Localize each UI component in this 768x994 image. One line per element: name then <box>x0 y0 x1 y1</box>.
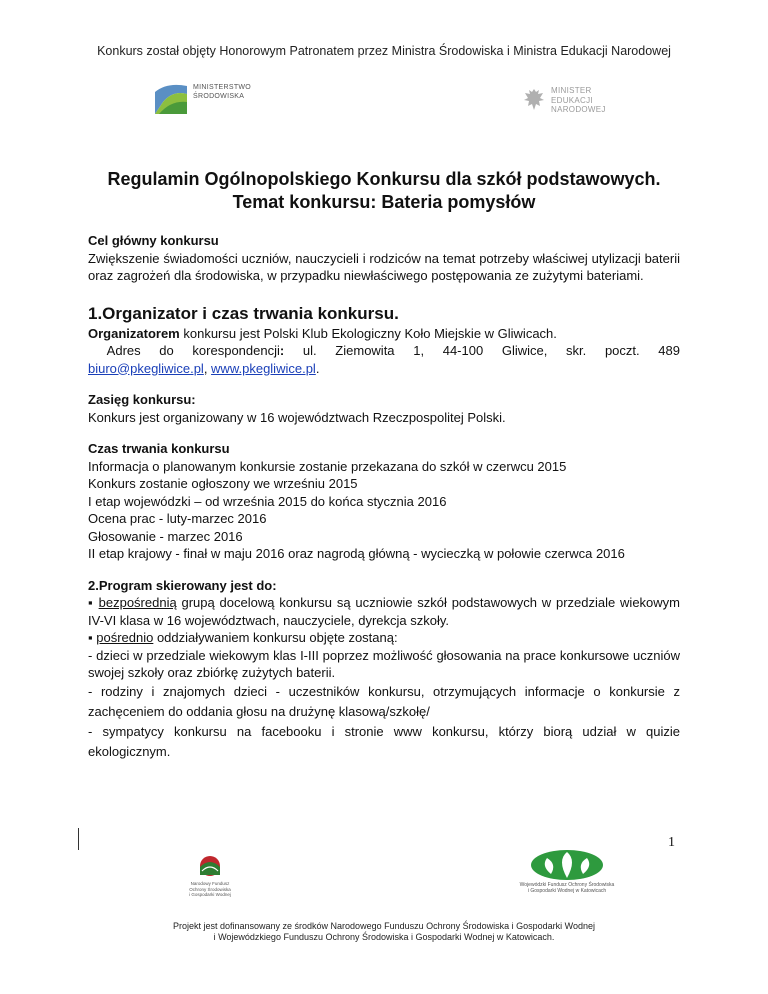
goal-heading: Cel główny konkursu <box>88 233 219 248</box>
minister-education-name-line3: NARODOWEJ <box>551 105 606 114</box>
nfos-name-line3: i Gospodarki Wodnej <box>189 892 231 897</box>
ministry-environment-emblem-icon <box>153 80 189 116</box>
email-link[interactable]: biuro@pkegliwice.pl <box>88 360 204 376</box>
footer-line-2: i Wojewódzkiego Funduszu Ochrony Środowiska i Gospodarki Wodnej w Katowicach. <box>213 932 555 942</box>
indirect-label: pośrednio <box>96 630 154 645</box>
nfos-name-line2: Ochrony Środowiska <box>189 886 231 892</box>
wfos-leaf-emblem-icon <box>517 848 617 882</box>
ministry-environment-name-line2: ŚRODOWISKA <box>193 93 245 100</box>
ministry-environment-name-line1: MINISTERSTWO <box>193 84 252 91</box>
section2-heading: 2.Program skierowany jest do: <box>88 577 277 593</box>
duration-item: Ocena prac - luty-marzec 2016 <box>88 511 267 526</box>
address-line <box>88 342 680 360</box>
organizer-line <box>88 325 680 343</box>
footer-line-1: Projekt jest dofinansowany ze środków Narodowego Funduszu Ochrony Środowiska i Gospodarki Wodnej <box>172 921 596 931</box>
direct-label: bezpośrednią <box>98 595 177 610</box>
duration-item: Konkurs zostanie ogłoszony we wrześniu 2015 <box>88 476 358 491</box>
title-line-1: Regulamin Ogólnopolskiego Konkursu dla szkół podstawowych. <box>107 169 661 189</box>
margin-bar <box>78 828 79 850</box>
eagle-emblem-icon <box>523 86 545 112</box>
website-link[interactable]: www.pkegliwice.pl <box>211 360 316 376</box>
wfos-logo <box>517 848 617 908</box>
ministry-environment-logo <box>153 80 293 120</box>
address-colon: : <box>279 343 285 358</box>
bullet: ▪ <box>88 630 97 645</box>
direct-target-paragraph <box>88 594 680 629</box>
indirect-text: oddziaływaniem konkursu objęte zostaną: <box>153 630 398 645</box>
wfos-name-line1: Wojewódzki Fundusz Ochrony Środowiska <box>519 882 615 888</box>
funding-footer <box>0 921 768 943</box>
duration-item: Informacja o planowanym konkursie zostanie przekazana do szkół w czerwcu 2015 <box>88 458 567 474</box>
goal-text: Zwiększenie świadomości uczniów, nauczycieli i rodziców na temat potrzeby właściwej utylizacji baterii oraz zagrożeń dla środowiska, w przypadku niewłaściwego postępowania ze zużytymi bateriami. <box>88 250 680 283</box>
duration-item: Głosowanie - marzec 2016 <box>88 528 243 544</box>
contact-end: . <box>315 360 320 376</box>
address-label: Adres do korespondencji <box>106 343 280 358</box>
duration-heading: Czas trwania konkursu <box>88 441 230 456</box>
address-text: ul. Ziemowita 1, 44-100 Gliwice, skr. poczt. 489 <box>284 343 680 358</box>
indirect-item: - rodziny i znajomych dzieci - uczestników konkursu, otrzymujących informacje o konkursie z zachęceniem do oddania głosu na drużynę klasową/szkołę/ <box>88 683 680 719</box>
contact-line <box>88 360 680 378</box>
duration-item: I etap wojewódzki – od września 2015 do końca stycznia 2016 <box>88 493 447 509</box>
page-number: 1 <box>668 835 675 850</box>
minister-education-name-line2: EDUKACJI <box>551 95 593 105</box>
indirect-target-paragraph <box>88 629 680 647</box>
direct-text: grupą docelową konkursu są uczniowie szkół podstawowych w przedziale wiekowym IV-VI klasa w 16 województwach, nauczyciele, dyrekcja szkoły. <box>88 595 680 628</box>
organizer-label: Organizatorem <box>88 325 180 341</box>
indirect-item: - dzieci w przedziale wiekowym klas I-III poprzez możliwość głosowania na prace konkursowe uczniów swojej szkoły oraz zbiórkę zużytych baterii. <box>88 647 680 680</box>
document-title <box>60 168 708 214</box>
wfos-name-line2: i Gospodarki Wodnej w Katowicach <box>527 888 607 894</box>
nfos-logo <box>180 853 240 913</box>
scope-text: Konkurs jest organizowany w 16 województwach Rzeczpospolitej Polski. <box>88 409 506 425</box>
nfos-emblem-icon <box>180 853 240 883</box>
organizer-text: konkursu jest Polski Klub Ekologiczny Koło Miejskie w Gliwicach. <box>179 325 557 341</box>
bullet: ▪ <box>88 595 99 610</box>
document-body <box>88 232 680 762</box>
scope-heading: Zasięg konkursu: <box>88 392 196 407</box>
title-line-2: Temat konkursu: Bateria pomysłów <box>232 192 536 212</box>
contact-separator: , <box>203 360 212 376</box>
minister-education-name-line1: MINISTER <box>551 86 592 95</box>
patronage-header: Konkurs został objęty Honorowym Patronatem przez Ministra Środowiska i Ministra Edukacji Narodowej <box>97 44 671 58</box>
nfos-name-line1: Narodowy Fundusz <box>190 881 230 886</box>
indirect-item: - sympatycy konkursu na facebooku i stronie www konkursu, którzy biorą udział w quizie ekologicznym. <box>88 723 680 759</box>
minister-education-logo <box>523 84 643 122</box>
section1-heading: 1.Organizator i czas trwania konkursu. <box>88 303 399 323</box>
duration-item: II etap krajowy - finał w maju 2016 oraz nagrodą główną - wycieczką w połowie czerwca 2016 <box>88 546 625 561</box>
